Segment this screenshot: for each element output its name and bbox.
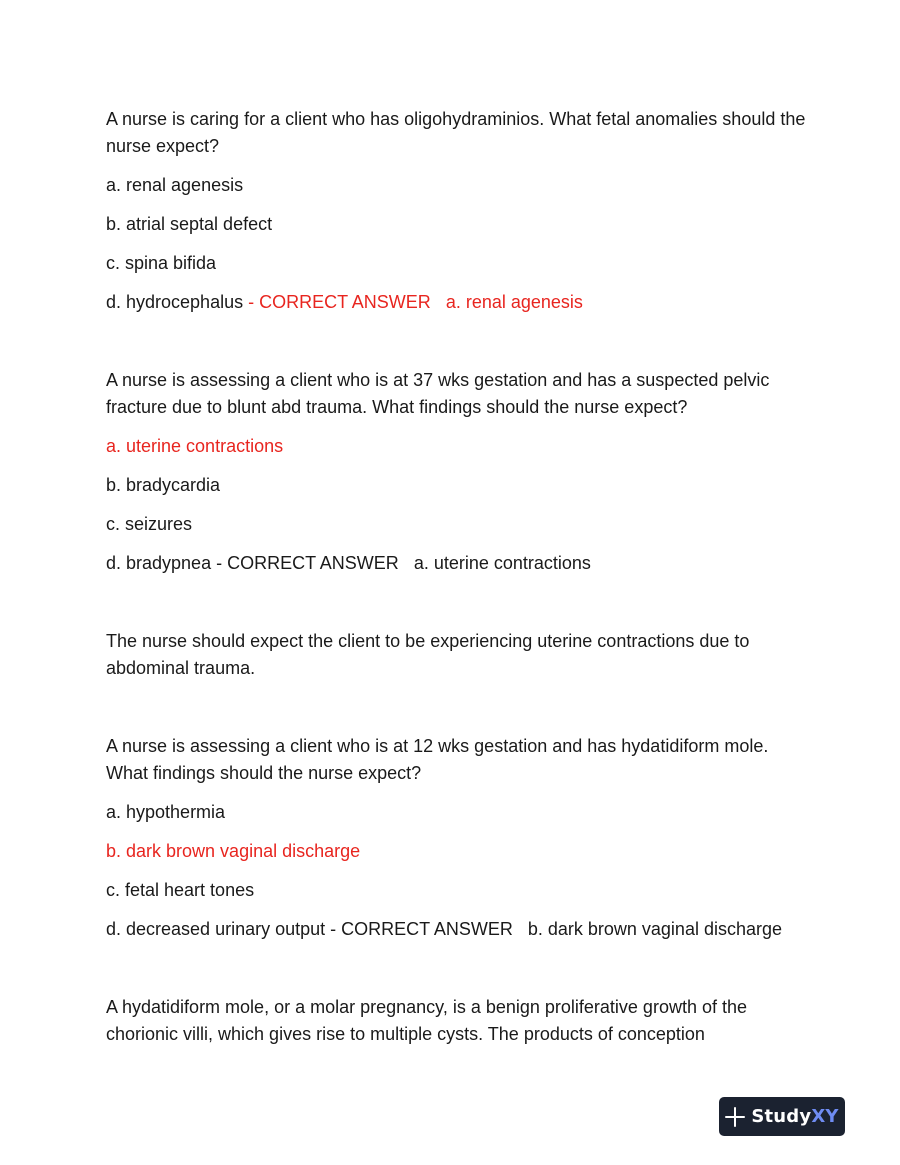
question-2 [106,367,806,577]
question-2-option-d-line [106,550,806,577]
question-1 [106,106,806,316]
question-1-answer: a. renal agenesis [445,292,583,312]
question-3-stem: A nurse is assessing a client who is at 12 wks gestation and has hydatidiform mole. What findings should the nurse expect? [106,736,769,783]
question-1-answer-label: - CORRECT ANSWER [248,292,431,312]
question-2-option-d: d. bradypnea [106,553,212,573]
question-1-option-d: d. hydrocephalus [106,292,244,312]
question-3-answer-label: - CORRECT ANSWER [330,919,513,939]
question-1-option-b: b. atrial septal defect [106,214,273,234]
question-3 [106,733,806,943]
question-3-option-d: d. decreased urinary output [106,919,326,939]
logo-text-study: Study [751,1106,812,1127]
question-2-option-a: a. uterine contractions [106,436,284,456]
document-page [106,106,806,1060]
question-3-option-a: a. hypothermia [106,802,226,822]
question-2-stem: A nurse is assessing a client who is at 37 wks gestation and has a suspected pelvic fracture due to blunt abd trauma. What findings should the nurse expect? [106,370,770,417]
plus-icon [725,1107,745,1127]
logo-text [751,1106,838,1127]
question-2-option-c: c. seizures [106,514,193,534]
question-2-explanation: The nurse should expect the client to be experiencing uterine contractions due to abdominal trauma. [106,631,750,678]
question-2-answer: a. uterine contractions [413,553,591,573]
question-1-option-d-line [106,289,806,316]
question-3-option-c: c. fetal heart tones [106,880,255,900]
question-2-answer-label: - CORRECT ANSWER [216,553,399,573]
question-3-explanation: A hydatidiform mole, or a molar pregnancy, is a benign proliferative growth of the chorionic villi, which gives rise to multiple cysts. The products of conception [106,997,747,1044]
question-2-option-b: b. bradycardia [106,475,221,495]
question-3-option-d-line [106,916,806,943]
question-3-option-b: b. dark brown vaginal discharge [106,841,361,861]
question-1-option-c: c. spina bifida [106,253,217,273]
logo-text-xy: XY [811,1106,839,1127]
question-1-option-a: a. renal agenesis [106,175,244,195]
question-1-stem: A nurse is caring for a client who has oligohydraminios. What fetal anomalies should the nurse expect? [106,109,806,156]
question-3-answer: b. dark brown vaginal discharge [527,919,783,939]
studyxy-logo[interactable] [719,1097,845,1136]
